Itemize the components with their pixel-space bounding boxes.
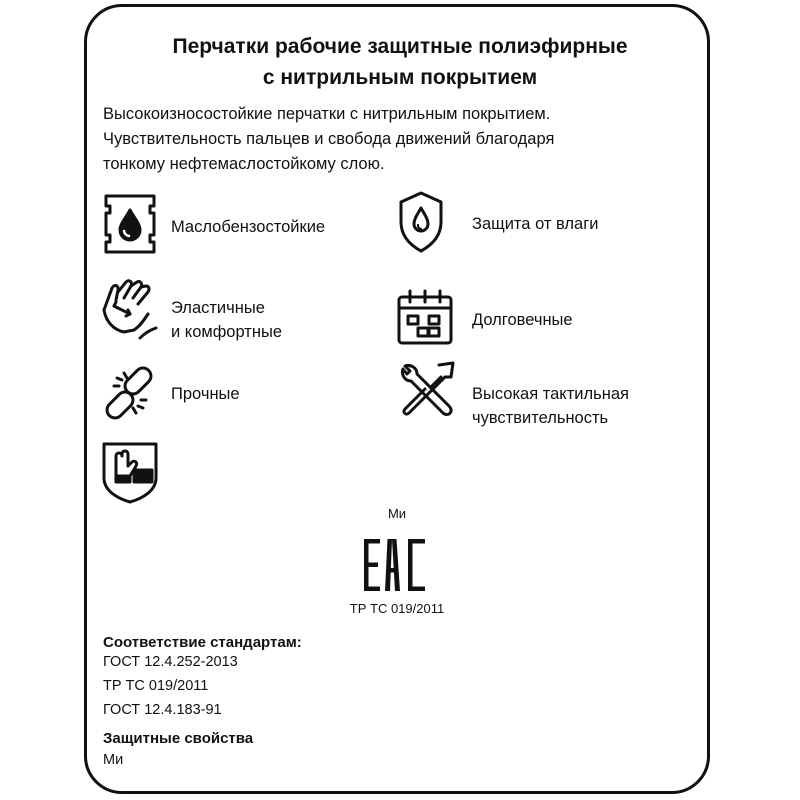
feature-durable-label: Долговечные xyxy=(472,311,573,329)
standard-item-2: ТР ТС 019/2011 xyxy=(103,678,209,694)
feature-durable xyxy=(472,308,573,332)
eac-mark xyxy=(364,539,426,591)
protective-heading: Защитные свойства xyxy=(103,730,254,747)
broken-chain-icon xyxy=(100,364,160,424)
cert-regulation: ТР ТС 019/2011 xyxy=(349,601,445,616)
feature-tactile-line-2: чувствительность xyxy=(472,409,609,427)
tools-icon xyxy=(397,361,457,421)
standard-item-3: ГОСТ 12.4.183-91 xyxy=(103,702,222,718)
feature-tactile xyxy=(472,382,629,430)
feature-elastic xyxy=(171,296,282,344)
standard-item-1: ГОСТ 12.4.252-2013 xyxy=(103,654,238,670)
feature-strong-label: Прочные xyxy=(171,385,240,403)
feature-oil-resistant xyxy=(171,215,325,239)
feature-moisture xyxy=(472,212,598,236)
feature-tactile-line-1: Высокая тактильная xyxy=(472,385,629,403)
shield-drop-icon xyxy=(398,190,458,250)
feature-elastic-line-1: Эластичные xyxy=(171,299,265,317)
feature-strong xyxy=(171,382,240,406)
cert-code: Ми xyxy=(387,506,407,521)
feature-elastic-line-2: и комфортные xyxy=(171,323,282,341)
glove-shield-icon xyxy=(100,440,160,500)
glove-stretch-icon xyxy=(100,278,160,338)
product-title-line-2: с нитрильным покрытием xyxy=(262,66,538,89)
oil-barrel-icon xyxy=(100,193,160,253)
standards-heading: Соответствие стандартам: xyxy=(103,634,302,651)
feature-oil-resistant-label: Маслобензостойкие xyxy=(171,218,326,236)
feature-moisture-label: Защита от влаги xyxy=(472,215,599,233)
description-line-2: Чувствительность пальцев и свобода движений благодаря xyxy=(103,130,555,148)
calendar-icon xyxy=(396,288,456,348)
protective-value: Ми xyxy=(103,752,124,768)
product-title-line-1: Перчатки рабочие защитные полиэфирные xyxy=(172,35,628,58)
description-line-1: Высокоизносостойкие перчатки с нитрильным покрытием. xyxy=(103,105,551,123)
description-line-3: тонкому нефтемаслостойкому слою. xyxy=(103,155,385,173)
